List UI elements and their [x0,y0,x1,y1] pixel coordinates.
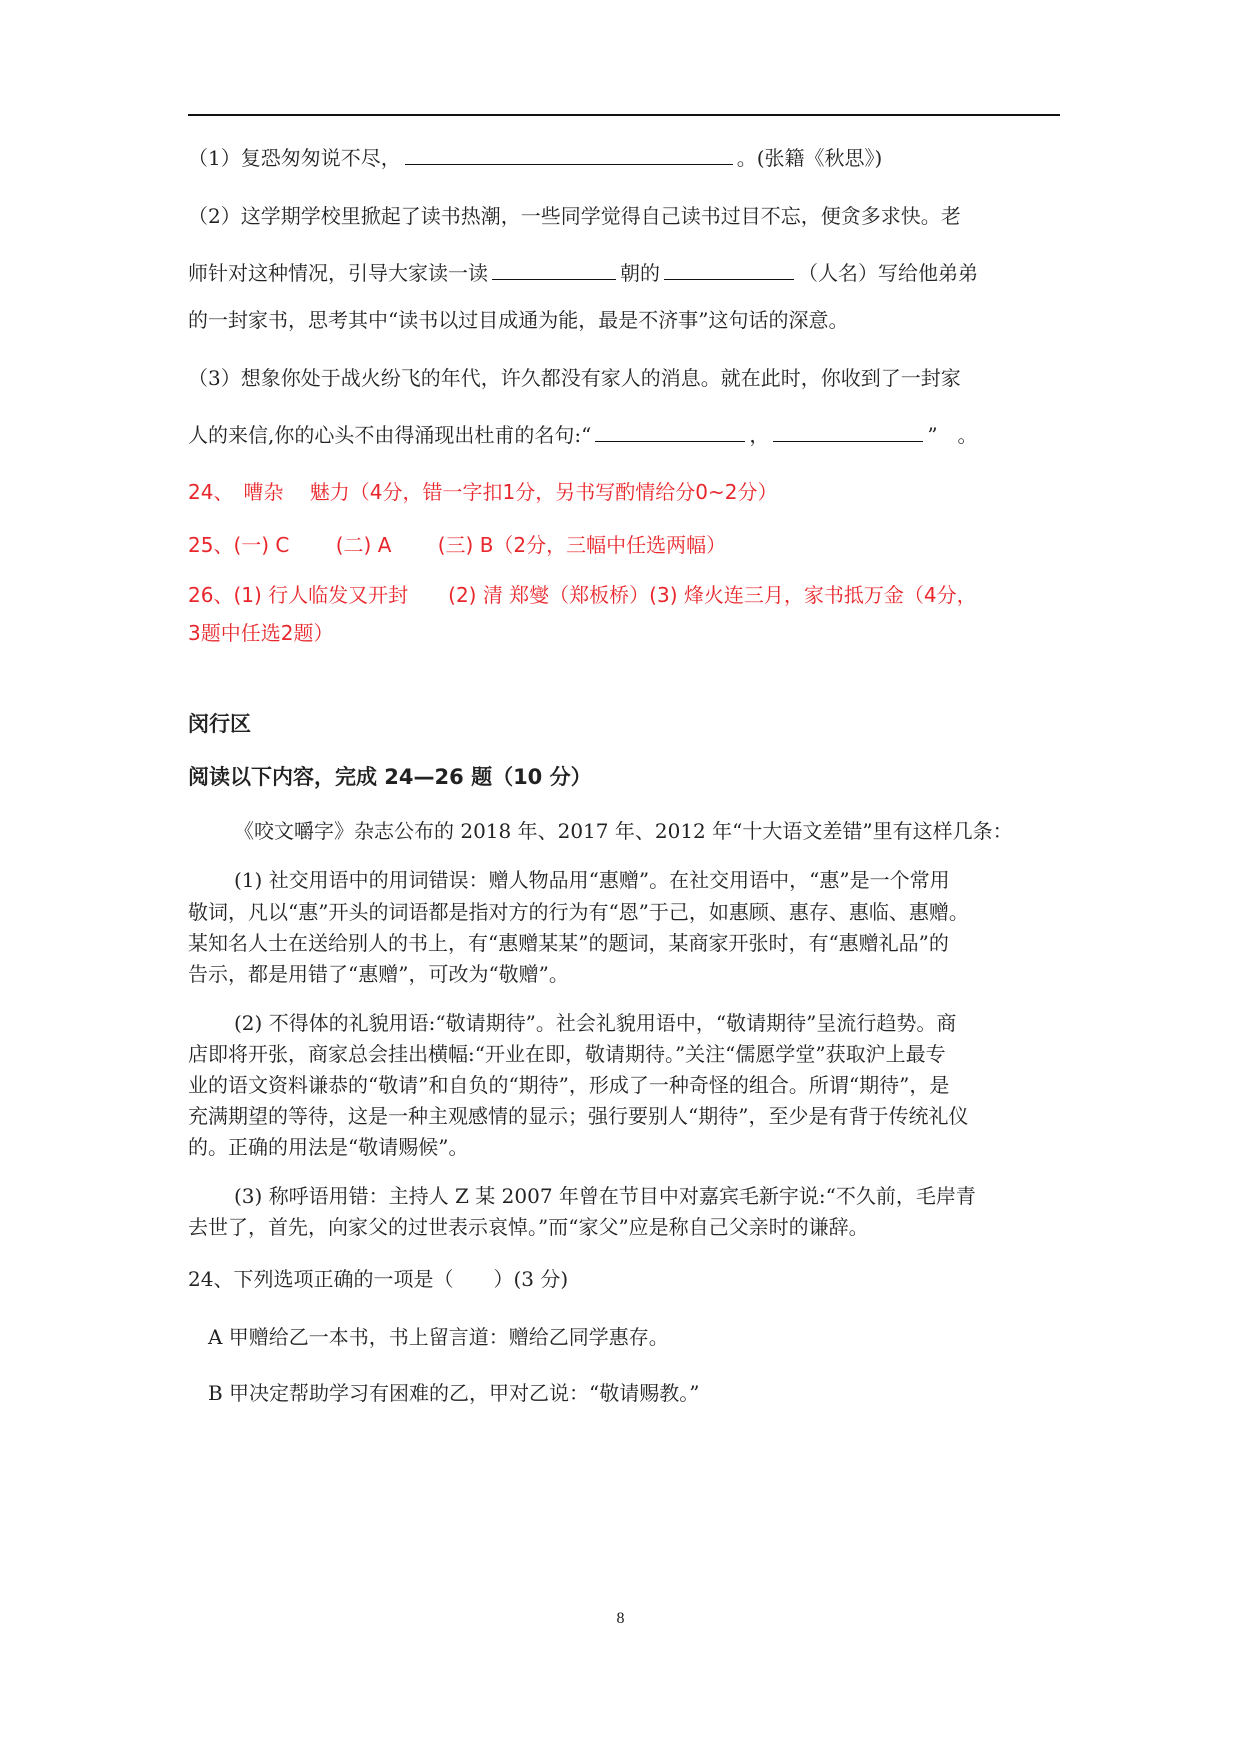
question-2-line-3: 的一封家书，思考其中“读书以过目成通为能，最是不济事”这句话的深意。 [188,308,849,332]
question-2-line-2: 师针对这种情况，引导大家读一读 朝的 （人名）写给他弟弟 [188,261,978,285]
section-instruction: 阅读以下内容，完成 24—26 题（10 分） [188,765,592,789]
paragraph-1-line-4: 告示，都是用错了“惠赠”，可改为“敬赠”。 [188,962,569,986]
paragraph-1-line-3: 某知名人士在送给别人的书上，有“惠赠某某”的题词，某商家开张时，有“惠赠礼品”的 [188,931,949,955]
question-3-line-2: 人的来信,你的心头不由得涌现出杜甫的名句:“ ， ” 。 [188,423,978,447]
answer-blank [595,421,745,442]
question-3-line-1: （3）想象你处于战火纷飞的年代，许久都没有家人的消息。就在此时，你收到了一封家 [188,366,961,390]
paragraph-2-line-1: (2) 不得体的礼貌用语:“敬请期待”。社会礼貌用语中，“敬请期待”呈流行趋势。商 [234,1011,957,1035]
question-24: 24、下列选项正确的一项是（ ）(3 分) [188,1267,569,1291]
paragraph-1-line-2: 敬词，凡以“惠”开头的词语都是指对方的行为有“恩”于己，如惠顾、惠存、惠临、惠赠。 [188,900,969,924]
paragraph-2-line-3: 业的语文资料谦恭的“敬请”和自负的“期待”，形成了一种奇怪的组合。所谓“期待”，是 [188,1073,950,1097]
answer-25: 25、(一) C (二) A (三) B（2分，三幅中任选两幅） [188,533,727,557]
answer-26-line-1: 26、(1) 行人临发又开封 (2) 清 郑燮（郑板桥）(3) 烽火连三月，家书抵万金（4分， [188,583,977,607]
paragraph-2-line-5: 的。正确的用法是“敬请赐候”。 [188,1135,469,1159]
option-a: A 甲赠给乙一本书，书上留言道：赠给乙同学惠存。 [208,1325,669,1349]
answer-26-line-2: 3题中任选2题） [188,621,334,645]
answer-blank [405,144,733,165]
page-number: 8 [616,1610,625,1627]
paragraph-3-line-1: (3) 称呼语用错：主持人 Z 某 2007 年曾在节目中对嘉宾毛新宇说:“不久前，毛岸青 [234,1184,976,1208]
paragraph-3-line-2: 去世了，首先，向家父的过世表示哀悼。”而“家父”应是称自己父亲时的谦辞。 [188,1215,869,1239]
header-rule [188,114,1060,116]
question-2-line-1: （2）这学期学校里掀起了读书热潮，一些同学觉得自己读书过目不忘，便贪多求快。老 [188,204,961,228]
answer-blank [664,259,794,280]
option-b: B 甲决定帮助学习有困难的乙，甲对乙说：“敬请赐教。” [208,1381,700,1405]
district-heading: 闵行区 [188,712,251,736]
question-1: （1）复恐匆匆说不尽， 。(张籍《秋思》) [188,146,883,170]
intro-paragraph: 《咬文嚼字》杂志公布的 2018 年、2017 年、2012 年“十大语文差错”里有这样几条： [234,819,1013,843]
answer-blank [492,259,616,280]
paragraph-2-line-2: 店即将开张，商家总会挂出横幅:“开业在即，敬请期待。”关注“儒愿学堂”获取沪上最专 [188,1042,946,1066]
answer-blank [773,421,923,442]
answer-24: 24、 嘈杂 魅力（4分，错一字扣1分，另书写酌情给分0~2分） [188,480,778,504]
paragraph-2-line-4: 充满期望的等待，这是一种主观感情的显示；强行要别人“期待”，至少是有背于传统礼仪 [188,1104,969,1128]
paragraph-1-line-1: (1) 社交用语中的用词错误：赠人物品用“惠赠”。在社交用语中，“惠”是一个常用 [234,868,950,892]
